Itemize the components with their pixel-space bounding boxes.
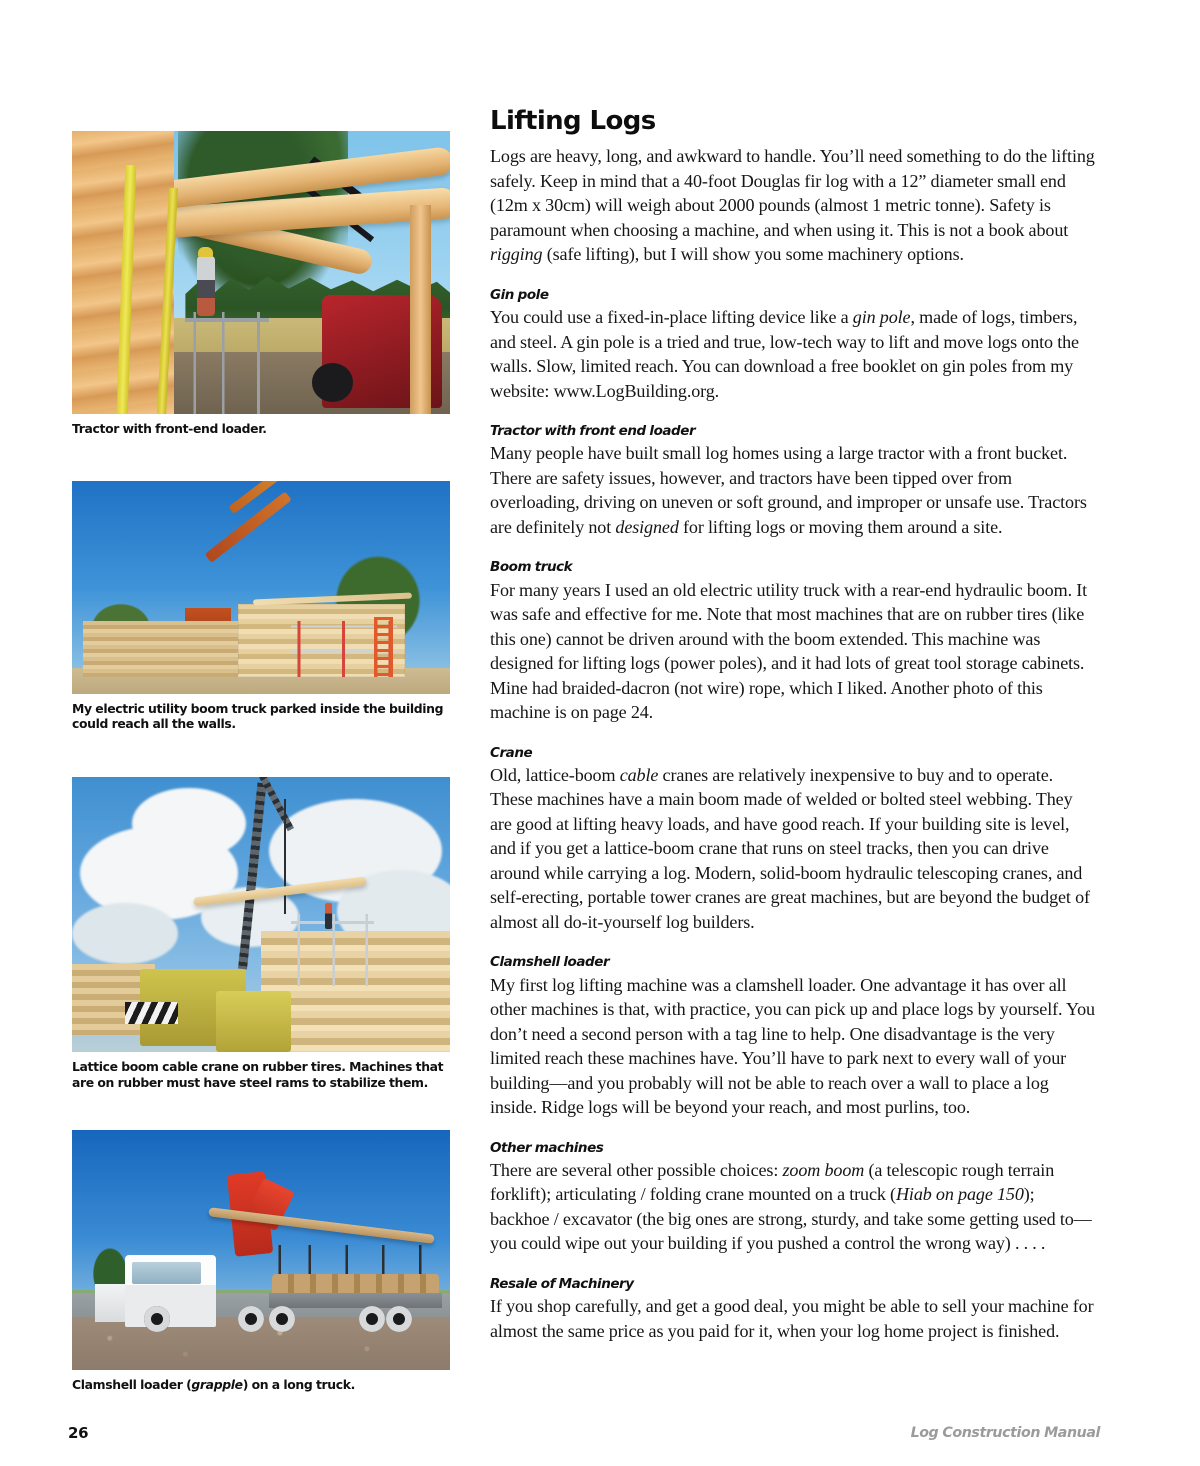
clamshell-loader-grapple-truck-photo bbox=[72, 1130, 450, 1370]
caption-emphasis: grapple bbox=[191, 1377, 243, 1393]
figure-caption-lattice-crane: Lattice boom cable crane on rubber tires. Machines that are on rubber must have steel rams to stabilize them. bbox=[72, 1058, 444, 1090]
article-column bbox=[490, 108, 1098, 1343]
photo-jib bbox=[238, 777, 294, 832]
photo-wheel bbox=[144, 1306, 170, 1332]
section-body-other-machines: There are several other possible choices: zoom boom (a telescopic rough terrain forklift); articulating / folding crane mounted on a truck (Hiab on page 150); backhoe / excavator (the big ones are strong, sturdy, and take some getting used to—you could wipe out your building if you pushed a control the wrong way) . . . . bbox=[490, 1159, 1092, 1254]
electric-utility-boom-truck-photo bbox=[72, 481, 450, 694]
photo-cloud bbox=[72, 903, 178, 964]
figure-lattice-crane bbox=[72, 777, 452, 1090]
photo-post bbox=[410, 205, 431, 414]
section-body-boom-truck: For many years I used an old electric utility truck with a rear-end hydraulic boom. It was safe and effective for me. Note that most machines that are on rubber tires (like this one) cannot be driven around with the boom extended. This machine was designed for lifting logs (power poles), and it had lots of great tool storage cabinets. Mine had braided-dacron (not wire) rope, which I liked. Another photo of this machine is on page 24. bbox=[490, 579, 1088, 723]
photo-windshield bbox=[132, 1262, 200, 1284]
photo-wheel bbox=[386, 1306, 412, 1332]
section-heading-other-machines: Other machines bbox=[490, 1139, 604, 1156]
figure-tractor bbox=[72, 131, 452, 437]
photo-worker bbox=[197, 256, 215, 316]
intro-paragraph: Logs are heavy, long, and awkward to handle. You’ll need something to do the lifting safely. Keep in mind that a 40-foot Douglas fir log with a 12” diameter small end (12m x 30cm) will weigh about 2000 pounds (almost 1 metric tonne). Safety is paramount when choosing a machine, and when using it. This is not a book about rigging (safe lifting), but I will show you some machinery options. bbox=[490, 146, 1095, 265]
section-body-clamshell-loader: My first log lifting machine was a clamshell loader. One advantage it has over all other machines is that, with practice, you can pick up and place logs by yourself. You don’t need a second person with a tag line to help. One disadvantage is the very limited reach these machines have. You’ll have to park next to every wall of your building—and you probably will not be able to reach over a wall to place a log inside. Ridge logs will be beyond your reach, and most purlins, too. bbox=[490, 974, 1095, 1118]
section-heading-crane: Crane bbox=[490, 744, 533, 761]
photo-cloud bbox=[132, 788, 245, 860]
photo-cable bbox=[284, 799, 286, 915]
figure-clamshell-loader bbox=[72, 1130, 452, 1393]
lattice-boom-cable-crane-photo bbox=[72, 777, 450, 1052]
photo-wheel bbox=[238, 1306, 264, 1332]
page-number: 26 bbox=[68, 1424, 89, 1442]
photo-log-wall-left bbox=[83, 621, 242, 676]
section-body-tractor: Many people have built small log homes using a large tractor with a front bucket. There are safety issues, however, and tractors have been tipped over from overloading, driving on uneven or soft ground, and improper or unsafe use. Tractors are definitely not designed for lifting logs or moving them around a site. bbox=[490, 443, 1087, 537]
figure-column bbox=[72, 131, 452, 1393]
section-heading-clamshell-loader: Clamshell loader bbox=[490, 954, 610, 971]
figure-boom-truck bbox=[72, 481, 452, 732]
figure-caption-boom-truck: My electric utility boom truck parked inside the building could reach all the walls. bbox=[72, 700, 444, 732]
page-title: Lifting Logs bbox=[490, 106, 656, 136]
photo-worker bbox=[325, 903, 332, 929]
photo-ladder bbox=[374, 617, 393, 677]
photo-scaffolding bbox=[291, 914, 374, 986]
section-body-resale: If you shop carefully, and get a good deal, you might be able to sell your machine for almost the same price as you paid for it, when your log home project is finished. bbox=[490, 1296, 1094, 1341]
photo-hazard-stripe bbox=[125, 1002, 178, 1024]
photo-wheel bbox=[359, 1306, 385, 1332]
section-heading-tractor: Tractor with front end loader bbox=[490, 423, 696, 440]
section-body-crane: Old, lattice-boom cable cranes are relatively inexpensive to buy and to operate. These machines have a main boom made of welded or bolted steel webbing. They are good at lifting heavy loads, and have good reach. If your building site is level, and if you get a lattice-boom crane that runs on steel tracks, then you can drive around while carrying a log. Modern, solid-boom hydraulic telescoping cranes, and self-erecting, portable tower cranes are great machines, but are beyond the budget of almost all do-it-yourself log builders. bbox=[490, 764, 1090, 932]
section-body-gin-pole: You could use a fixed-in-place lifting device like a gin pole, made of logs, timbers, and steel. A gin pole is a tried and true, low-tech way to lift and move logs onto the walls. Slow, limited reach. You can download a free booklet on gin poles from my website: www.LogBuilding.org. bbox=[490, 307, 1079, 401]
figure-caption-clamshell-loader bbox=[72, 1377, 452, 1393]
caption-text-post: ) on a long truck. bbox=[242, 1377, 355, 1393]
section-heading-resale: Resale of Machinery bbox=[490, 1275, 634, 1292]
figure-caption-tractor: Tractor with front-end loader. bbox=[72, 421, 267, 436]
photo-crane-carrier bbox=[216, 991, 292, 1052]
running-head: Log Construction Manual bbox=[910, 1425, 1100, 1441]
photo-wheel bbox=[269, 1306, 295, 1332]
photo-trailer-deck bbox=[269, 1293, 443, 1307]
photo-scaffold bbox=[185, 312, 268, 414]
tractor-front-end-loader-photo bbox=[72, 131, 450, 414]
section-heading-gin-pole: Gin pole bbox=[490, 286, 549, 303]
page-footer bbox=[0, 1424, 1200, 1454]
caption-text-pre: Clamshell loader ( bbox=[72, 1377, 192, 1393]
section-heading-boom-truck: Boom truck bbox=[490, 559, 573, 576]
